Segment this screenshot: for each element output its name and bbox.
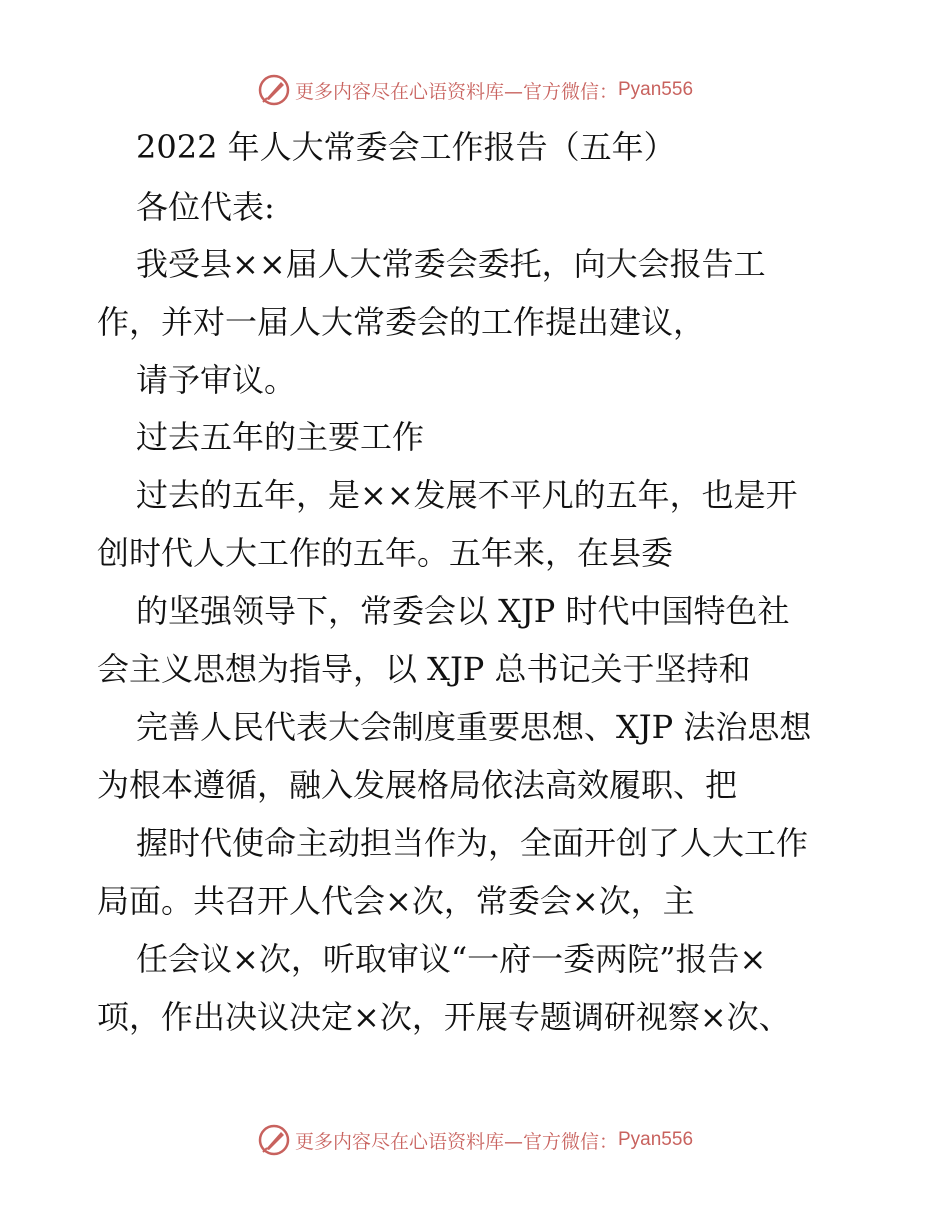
text-line: 创时代人大工作的五年。五年来，在县委: [97, 534, 674, 572]
text-line: 完善人民代表大会制度重要思想、XJP 法治思想: [136, 708, 812, 746]
text-line: 任会议×次，听取审议“一府一委两院”报告×: [136, 940, 767, 978]
watermark-handle: Pyan556: [618, 1129, 694, 1150]
text-line: 请予审议。: [136, 361, 297, 399]
watermark-text: 更多内容尽在心语资料库—官方微信：: [294, 80, 618, 103]
text-line: 项，作出决议决定×次，开展专题调研视察×次、: [97, 998, 791, 1036]
watermark-handle: Pyan556: [618, 79, 694, 100]
doc-title: 2022 年人大常委会工作报告（五年）: [136, 128, 676, 166]
quill-logo-icon: [257, 1123, 291, 1157]
text-line: 作，并对一届人大常委会的工作提出建议，: [97, 303, 706, 341]
text-line: 握时代使命主动担当作为，全面开创了人大工作: [136, 824, 809, 862]
text-line: 的坚强领导下，常委会以 XJP 时代中国特色社: [136, 592, 790, 630]
quill-logo-icon: [257, 73, 291, 107]
text-line: 为根本遵循，融入发展格局依法高效履职、把: [97, 766, 738, 804]
text-line: 局面。共召开人代会×次，常委会×次，主: [97, 882, 695, 920]
text-line: 我受县××届人大常委会委托，向大会报告工: [136, 245, 766, 283]
text-line: 会主义思想为指导，以 XJP 总书记关于坚持和: [97, 650, 751, 688]
text-line: 过去的五年，是××发展不平凡的五年，也是开: [136, 476, 798, 514]
header-watermark: [0, 70, 950, 110]
section-heading: 过去五年的主要工作: [136, 418, 425, 456]
watermark-text: 更多内容尽在心语资料库—官方微信：: [294, 1130, 618, 1153]
salutation: 各位代表:: [136, 188, 275, 226]
footer-watermark: [0, 1120, 950, 1160]
